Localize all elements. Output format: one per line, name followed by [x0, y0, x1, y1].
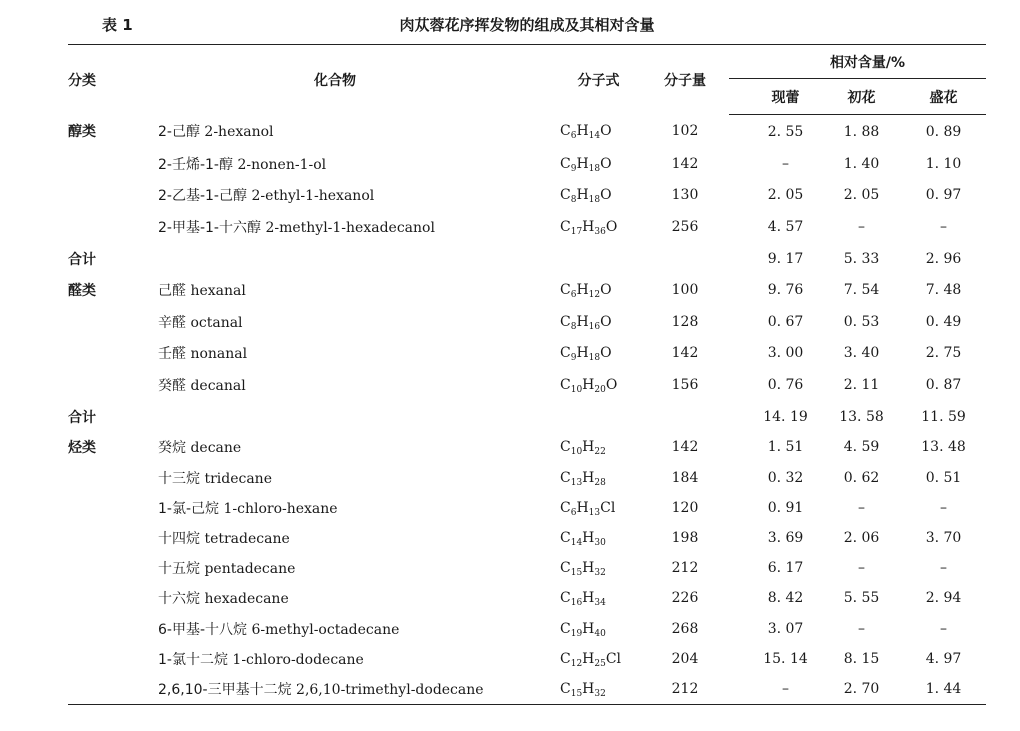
formula-element: O	[605, 218, 618, 235]
cell-category: 合计	[68, 409, 96, 426]
formula-element: C	[560, 680, 571, 697]
formula-subscript: 15	[570, 568, 583, 579]
formula-subscript: 32	[594, 568, 606, 579]
formula-subscript: 8	[570, 195, 577, 206]
cell-full-bloom: 0. 97	[925, 187, 962, 204]
formula-element: H	[576, 499, 589, 516]
cell-full-bloom: 0. 49	[925, 313, 962, 330]
compound-chinese-name: 辛醛	[158, 314, 186, 331]
compound-chinese-name: 2-己醇	[158, 124, 200, 141]
compound-chinese-name: 癸烷	[158, 440, 186, 457]
compound-chinese-name: 十五烷	[158, 561, 200, 578]
cell-formula	[556, 613, 641, 643]
header-full-bloom: 盛花	[901, 79, 986, 115]
cell-early-bloom: 4. 59	[843, 439, 880, 456]
compound-chinese-name: 2-壬烯-1-醇	[158, 156, 233, 173]
cell-molecular-weight: 198	[671, 530, 699, 546]
compound-chinese-name: 6-甲基-十八烷	[158, 621, 248, 638]
cell-bud-stage: 15. 14	[763, 650, 808, 667]
table-row	[68, 369, 986, 401]
formula-subscript: 40	[594, 628, 606, 639]
formula-element: O	[600, 282, 612, 299]
formula-subscript: 28	[594, 477, 606, 488]
table-row	[68, 211, 986, 243]
formula-element: C	[560, 282, 571, 299]
compound-english-name: 2,6,10-trimethyl-dodecane	[296, 681, 484, 698]
cell-full-bloom: –	[940, 620, 948, 637]
cell-formula	[556, 306, 641, 338]
header-compound: 化合物	[314, 72, 356, 89]
formula-element: H	[582, 376, 595, 393]
formula-subscript: 6	[570, 507, 577, 518]
table-row	[68, 180, 986, 212]
cell-compound	[130, 613, 556, 643]
cell-full-bloom: 0. 89	[925, 123, 962, 140]
formula-element: H	[582, 439, 595, 456]
formula-subscript: 6	[570, 131, 577, 142]
cell-category: 烃类	[68, 440, 96, 457]
compound-english-name: 2-nonen-1-ol	[237, 156, 327, 173]
cell-formula	[556, 211, 641, 243]
cell-early-bloom: 2. 70	[843, 680, 880, 697]
formula-element: H	[576, 187, 589, 204]
formula-subscript: 17	[570, 226, 583, 237]
cell-category: 合计	[68, 251, 96, 268]
header-early-bloom: 初花	[822, 79, 901, 115]
cell-bud-stage: 8. 42	[767, 590, 804, 607]
table-row	[68, 674, 986, 705]
cell-compound	[130, 243, 556, 275]
cell-compound	[130, 211, 556, 243]
cell-early-bloom: –	[858, 499, 865, 516]
formula-subscript: 32	[594, 688, 606, 699]
cell-compound	[130, 493, 556, 523]
formula-subscript: 9	[570, 353, 577, 364]
cell-molecular-weight: 212	[671, 680, 699, 697]
cell-compound	[130, 644, 556, 674]
cell-formula	[556, 493, 641, 523]
table-row	[68, 338, 986, 370]
formula-subscript: 19	[570, 628, 583, 639]
cell-early-bloom: 2. 06	[843, 530, 880, 546]
formula-element: H	[582, 620, 595, 637]
cell-compound	[130, 583, 556, 613]
compound-chinese-name: 十四烷	[158, 531, 200, 547]
cell-formula	[556, 583, 641, 613]
cell-molecular-weight: 102	[671, 123, 699, 140]
cell-early-bloom: –	[858, 218, 865, 235]
cell-formula	[556, 338, 641, 370]
cell-early-bloom: 3. 40	[843, 345, 880, 362]
formula-subscript: 18	[588, 195, 601, 206]
cell-full-bloom: 3. 70	[925, 530, 962, 546]
formula-element: O	[600, 155, 612, 172]
cell-full-bloom: 0. 87	[925, 376, 962, 393]
table-row	[68, 306, 986, 338]
formula-element: C	[560, 590, 571, 607]
cell-molecular-weight: 204	[671, 650, 699, 667]
cell-full-bloom: 2. 96	[925, 250, 962, 267]
cell-molecular-weight: 128	[671, 313, 699, 330]
formula-subscript: 25	[594, 658, 606, 669]
cell-category	[68, 211, 130, 243]
cell-full-bloom: 11. 59	[921, 408, 966, 425]
cell-compound	[130, 274, 556, 306]
cell-bud-stage: 9. 17	[767, 250, 804, 267]
formula-element: C	[560, 499, 571, 516]
formula-subscript: 36	[594, 226, 606, 237]
compound-english-name: hexadecane	[204, 591, 289, 608]
header-bud-stage: 现蕾	[729, 79, 822, 115]
table-row	[68, 243, 986, 275]
formula-element: O	[605, 376, 618, 393]
compound-chinese-name: 1-氯十二烷	[158, 651, 228, 668]
cell-bud-stage: 3. 07	[767, 620, 804, 637]
cell-compound	[130, 674, 556, 705]
cell-bud-stage: 14. 19	[763, 408, 808, 425]
cell-formula	[556, 180, 641, 212]
formula-element: C	[560, 620, 571, 637]
cell-molecular-weight: 120	[671, 499, 699, 516]
cell-formula	[556, 274, 641, 306]
cell-full-bloom: 4. 97	[925, 650, 962, 667]
formula-subscript: 13	[570, 477, 583, 488]
formula-element: H	[582, 680, 595, 697]
cell-molecular-weight: 142	[671, 345, 699, 362]
compound-english-name: 2-ethyl-1-hexanol	[251, 188, 375, 205]
cell-molecular-weight	[641, 243, 729, 275]
formula-element: C	[560, 123, 571, 140]
compound-english-name: 6-methyl-octadecane	[251, 621, 400, 638]
cell-molecular-weight: 184	[671, 469, 699, 486]
compound-chinese-name: 2-甲基-1-十六醇	[158, 219, 261, 236]
formula-element: C	[560, 530, 571, 546]
cell-early-bloom: –	[858, 620, 865, 637]
table-row	[68, 432, 986, 462]
cell-early-bloom: 1. 40	[843, 155, 880, 172]
cell-molecular-weight: 226	[671, 590, 699, 607]
cell-category	[68, 180, 130, 212]
compound-english-name: hexanal	[190, 283, 246, 300]
compound-english-name: tridecane	[204, 470, 272, 487]
cell-compound	[130, 180, 556, 212]
cell-bud-stage: –	[782, 680, 789, 697]
cell-bud-stage: 0. 76	[767, 376, 804, 393]
formula-subscript: 10	[570, 384, 583, 395]
cell-early-bloom: 8. 15	[843, 650, 880, 667]
table-row	[68, 115, 986, 149]
cell-molecular-weight: 256	[671, 218, 699, 235]
formula-element: Cl	[605, 650, 622, 667]
table-row	[68, 523, 986, 553]
formula-subscript: 30	[594, 538, 606, 548]
compound-english-name: octanal	[190, 314, 243, 331]
table-caption	[68, 12, 986, 38]
compound-english-name: 2-methyl-1-hexadecanol	[265, 219, 435, 236]
formula-element: C	[560, 218, 571, 235]
cell-full-bloom: 13. 48	[921, 439, 966, 456]
cell-compound	[130, 369, 556, 401]
cell-molecular-weight: 100	[671, 282, 699, 299]
cell-category	[68, 148, 130, 180]
compound-english-name: 2-hexanol	[204, 124, 274, 141]
compound-english-name: 1-chloro-hexane	[223, 500, 338, 517]
cell-compound	[130, 115, 556, 149]
formula-element: H	[582, 590, 595, 607]
compound-chinese-name: 十三烷	[158, 470, 200, 487]
cell-molecular-weight: 130	[671, 187, 699, 204]
formula-subscript: 14	[570, 538, 583, 548]
cell-bud-stage: 2. 05	[767, 187, 804, 204]
cell-category: 醛类	[68, 283, 96, 300]
formula-element: C	[560, 376, 571, 393]
formula-element: H	[582, 650, 595, 667]
formula-element: C	[560, 560, 571, 577]
formula-subscript: 6	[570, 290, 577, 301]
volatiles-table	[68, 44, 986, 705]
cell-formula	[556, 463, 641, 493]
cell-bud-stage: 0. 32	[767, 469, 804, 486]
table-row	[68, 463, 986, 493]
cell-molecular-weight: 142	[671, 155, 699, 172]
table-body	[68, 115, 986, 705]
formula-subscript: 18	[588, 353, 601, 364]
formula-element: O	[600, 187, 612, 204]
cell-early-bloom: –	[858, 560, 865, 577]
cell-formula	[556, 432, 641, 462]
cell-compound	[130, 148, 556, 180]
cell-early-bloom: 1. 88	[843, 123, 880, 140]
compound-english-name: decanal	[190, 377, 246, 394]
cell-bud-stage: 9. 76	[767, 282, 804, 299]
compound-chinese-name: 癸醛	[158, 377, 186, 394]
formula-subscript: 9	[570, 163, 577, 174]
formula-subscript: 8	[570, 321, 577, 332]
cell-formula	[556, 401, 641, 433]
formula-element: O	[600, 345, 612, 362]
formula-element: C	[560, 155, 571, 172]
header-category: 分类	[68, 72, 96, 89]
cell-bud-stage: 4. 57	[767, 218, 804, 235]
formula-subscript: 12	[588, 290, 601, 301]
formula-subscript: 34	[594, 598, 606, 609]
cell-molecular-weight: 142	[671, 439, 699, 456]
cell-full-bloom: 7. 48	[925, 282, 962, 299]
cell-compound	[130, 432, 556, 462]
compound-english-name: decane	[190, 440, 242, 457]
cell-bud-stage: 6. 17	[767, 560, 804, 577]
cell-formula	[556, 148, 641, 180]
cell-full-bloom: 2. 94	[925, 590, 962, 607]
cell-category	[68, 369, 130, 401]
cell-compound	[130, 463, 556, 493]
cell-early-bloom: 13. 58	[839, 408, 884, 425]
table-row	[68, 401, 986, 433]
cell-category	[68, 674, 130, 705]
table-row	[68, 613, 986, 643]
header-relative-content: 相对含量/%	[729, 45, 986, 79]
table-row	[68, 274, 986, 306]
cell-category: 醇类	[68, 124, 96, 141]
cell-bud-stage: 0. 91	[767, 499, 804, 516]
formula-subscript: 22	[594, 447, 606, 458]
formula-element: O	[600, 313, 612, 330]
formula-element: H	[576, 345, 589, 362]
cell-molecular-weight: 156	[671, 376, 699, 393]
table-row	[68, 493, 986, 523]
cell-early-bloom: 2. 11	[843, 376, 880, 393]
cell-full-bloom: 2. 75	[925, 345, 962, 362]
formula-element: C	[560, 187, 571, 204]
formula-element: C	[560, 469, 571, 486]
cell-compound	[130, 523, 556, 553]
cell-formula	[556, 674, 641, 705]
cell-formula	[556, 115, 641, 149]
formula-element: C	[560, 313, 571, 330]
formula-element: H	[576, 123, 589, 140]
cell-full-bloom: –	[940, 560, 948, 577]
cell-formula	[556, 243, 641, 275]
cell-category	[68, 553, 130, 583]
cell-category	[68, 583, 130, 613]
formula-subscript: 16	[570, 598, 583, 609]
cell-category	[68, 493, 130, 523]
cell-bud-stage: 1. 51	[767, 439, 804, 456]
cell-category	[68, 463, 130, 493]
table-row	[68, 148, 986, 180]
formula-element: O	[600, 123, 612, 140]
cell-molecular-weight	[641, 401, 729, 433]
formula-subscript: 15	[570, 688, 583, 699]
formula-element: C	[560, 345, 571, 362]
formula-subscript: 13	[588, 507, 601, 518]
cell-formula	[556, 523, 641, 553]
cell-early-bloom: 5. 33	[843, 250, 880, 267]
compound-chinese-name: 壬醛	[158, 346, 186, 363]
formula-subscript: 14	[588, 131, 601, 142]
formula-subscript: 16	[588, 321, 601, 332]
formula-element: H	[582, 560, 595, 577]
compound-chinese-name: 1-氯-己烷	[158, 500, 220, 517]
compound-english-name: tetradecane	[204, 531, 290, 547]
cell-formula	[556, 644, 641, 674]
cell-early-bloom: 5. 55	[843, 590, 880, 607]
compound-chinese-name: 己醛	[158, 283, 186, 300]
header-mw: 分子量	[664, 72, 706, 89]
cell-full-bloom: –	[940, 499, 948, 516]
header-formula: 分子式	[577, 72, 620, 89]
formula-element: H	[582, 218, 595, 235]
cell-full-bloom: 1. 44	[925, 680, 962, 697]
cell-compound	[130, 338, 556, 370]
compound-chinese-name: 十六烷	[158, 591, 200, 608]
cell-molecular-weight: 268	[671, 620, 699, 637]
cell-compound	[130, 553, 556, 583]
cell-formula	[556, 553, 641, 583]
formula-element: H	[576, 313, 589, 330]
formula-subscript: 12	[570, 658, 583, 669]
cell-bud-stage: –	[782, 155, 789, 172]
formula-element: H	[582, 469, 595, 486]
cell-full-bloom: –	[940, 218, 948, 235]
compound-english-name: 1-chloro-dodecane	[232, 651, 364, 668]
cell-early-bloom: 7. 54	[843, 282, 880, 299]
cell-category	[68, 523, 130, 553]
cell-bud-stage: 3. 69	[767, 530, 804, 546]
table-label: 表 1	[102, 16, 133, 34]
cell-full-bloom: 1. 10	[925, 155, 962, 172]
cell-bud-stage: 0. 67	[767, 313, 804, 330]
compound-chinese-name: 2,6,10-三甲基十二烷	[158, 681, 292, 698]
formula-element: C	[560, 439, 571, 456]
cell-molecular-weight: 212	[671, 560, 699, 577]
table-row	[68, 553, 986, 583]
cell-compound	[130, 306, 556, 338]
formula-element: Cl	[600, 499, 616, 516]
formula-subscript: 10	[570, 447, 583, 458]
cell-full-bloom: 0. 51	[925, 469, 962, 486]
formula-element: C	[560, 650, 571, 667]
cell-category	[68, 338, 130, 370]
cell-category	[68, 306, 130, 338]
cell-formula	[556, 369, 641, 401]
cell-early-bloom: 2. 05	[843, 187, 880, 204]
cell-bud-stage: 3. 00	[767, 345, 804, 362]
compound-english-name: nonanal	[190, 346, 248, 363]
cell-category	[68, 644, 130, 674]
cell-early-bloom: 0. 62	[843, 469, 880, 486]
formula-subscript: 20	[594, 384, 606, 395]
formula-element: H	[576, 155, 589, 172]
formula-element: H	[576, 282, 589, 299]
cell-early-bloom: 0. 53	[843, 313, 880, 330]
formula-element: H	[582, 530, 595, 546]
table-row	[68, 583, 986, 613]
cell-category	[68, 613, 130, 643]
formula-subscript: 18	[588, 163, 601, 174]
table-row	[68, 644, 986, 674]
table-title: 肉苁蓉花序挥发物的组成及其相对含量	[399, 16, 655, 34]
cell-compound	[130, 401, 556, 433]
compound-chinese-name: 2-乙基-1-己醇	[158, 188, 247, 205]
compound-english-name: pentadecane	[204, 561, 296, 578]
cell-bud-stage: 2. 55	[767, 123, 804, 140]
